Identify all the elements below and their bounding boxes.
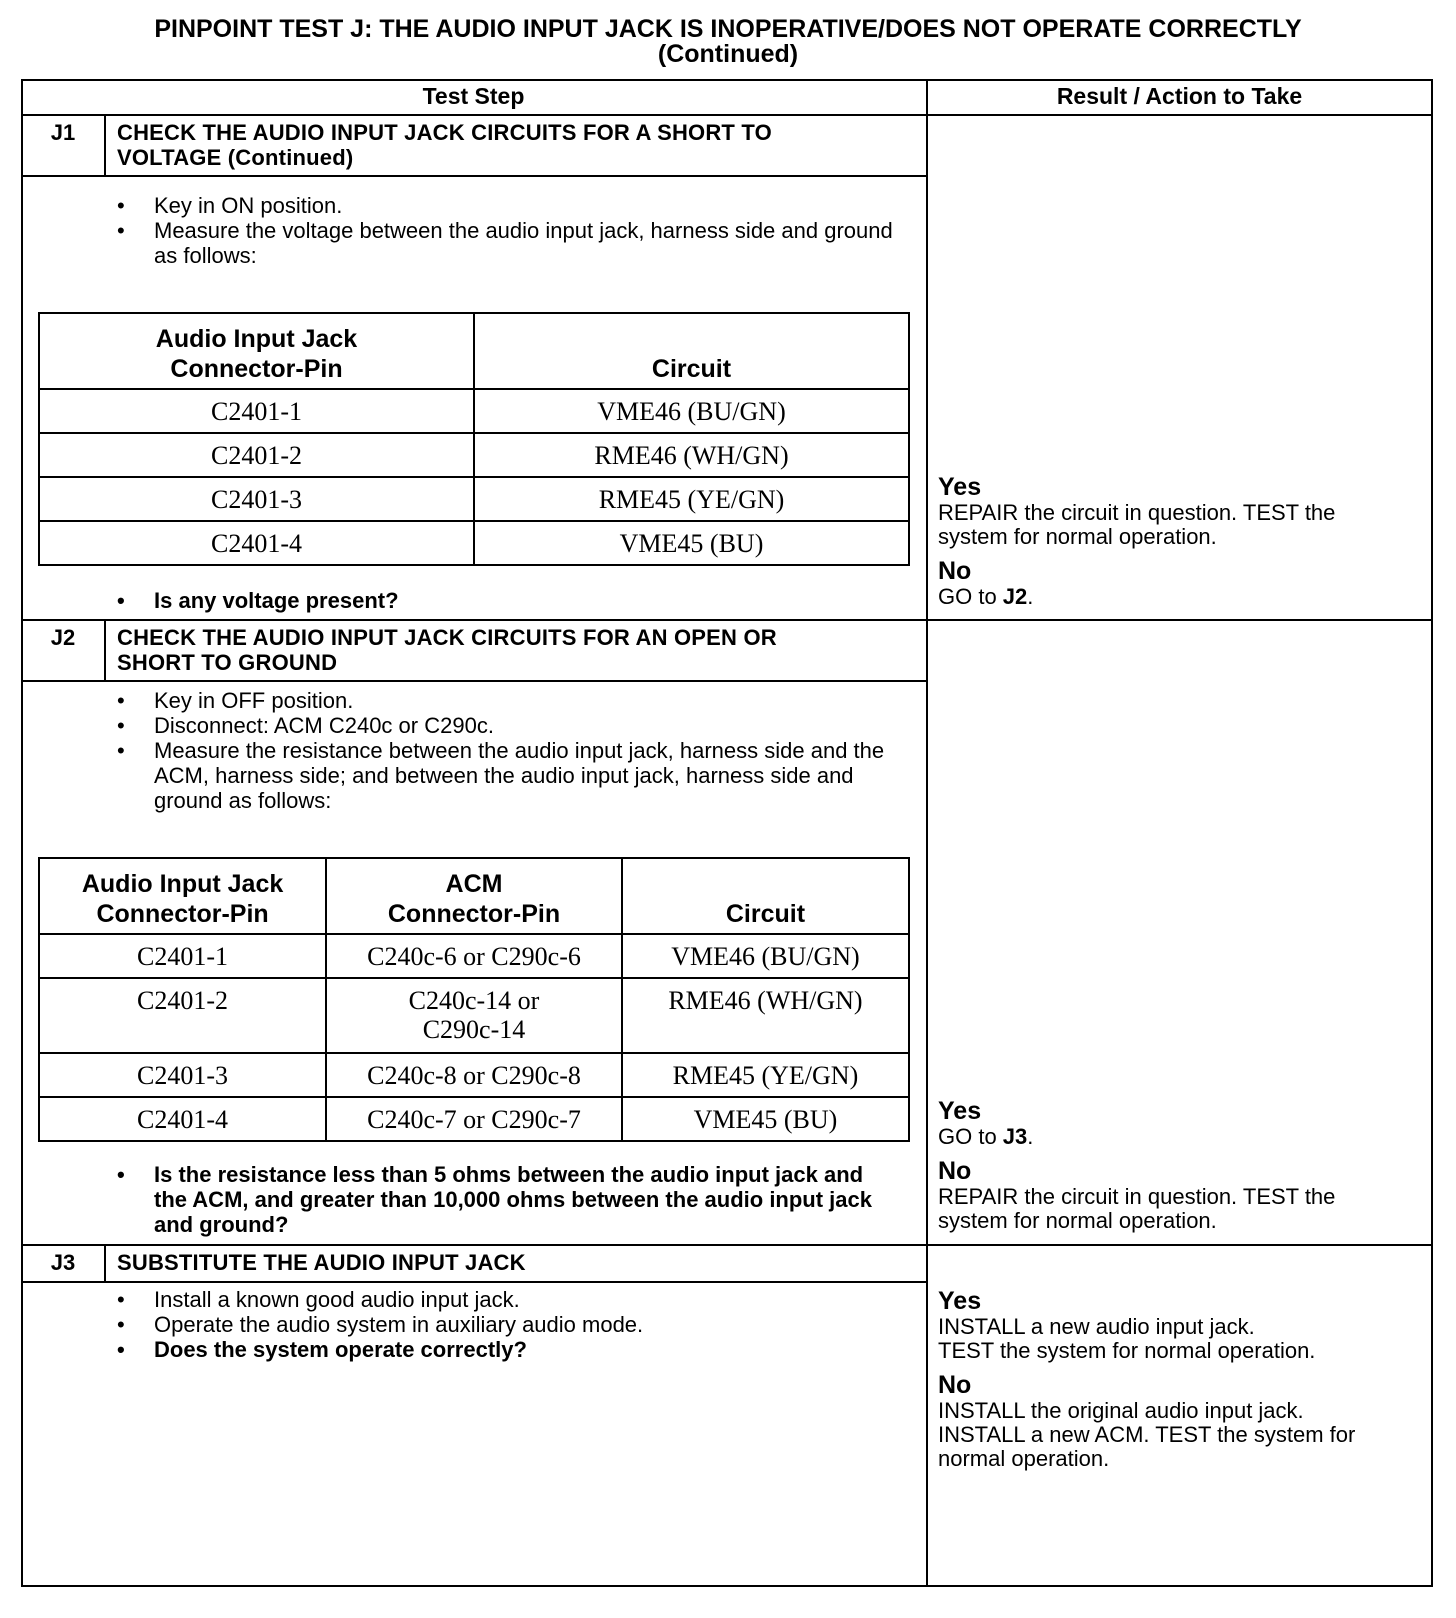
yes-action [938, 1315, 1408, 1363]
j2-title-underline [21, 680, 926, 682]
step-title-j2-line2: SHORT TO GROUND [117, 650, 338, 675]
list-item: • Measure the resistance between the audio input jack, harness side and the ACM, harness side; and between the audio input jack, harness side and ground as follows: [117, 738, 897, 813]
no-label: No [938, 1157, 972, 1185]
j1-question [117, 588, 897, 613]
j1-instructions [117, 193, 897, 268]
table-cell: C2401-1 [39, 934, 326, 978]
yes-action [938, 1125, 1408, 1149]
table-row [39, 1053, 909, 1097]
table-cell: RME45 (YE/GN) [474, 477, 909, 521]
goto-j2-link[interactable]: J2 [1002, 584, 1028, 609]
table-row [39, 477, 909, 521]
header-divider [21, 114, 1433, 116]
table-cell: C240c-7 or C290c-7 [326, 1097, 622, 1141]
column-header-circuit: Circuit [474, 313, 909, 389]
table-cell: C2401-3 [39, 477, 474, 521]
no-action [938, 585, 1408, 609]
step-title-j2 [117, 625, 917, 675]
j2-id-divider [104, 619, 106, 681]
table-cell: C2401-4 [39, 521, 474, 565]
no-action [938, 1399, 1408, 1471]
page-title: PINPOINT TEST J: THE AUDIO INPUT JACK IS INOPERATIVE/DOES NOT OPERATE CORRECTLY [154, 15, 1302, 43]
column-header-acm-line1: ACM [445, 870, 503, 898]
j2-j3-divider [21, 1244, 1433, 1246]
yes-action-text: GO to [938, 1124, 1003, 1149]
no-label: No [938, 1371, 972, 1399]
table-cell: VME46 (BU/GN) [622, 934, 909, 978]
table-cell: C2401-3 [39, 1053, 326, 1097]
no-action-text: GO to [938, 584, 1003, 609]
column-header-pin [39, 313, 474, 389]
step-title-j2-line1: CHECK THE AUDIO INPUT JACK CIRCUITS FOR AN OPEN OR [117, 625, 777, 650]
list-item: • Key in ON position. [117, 193, 897, 218]
list-item: • Disconnect: ACM C240c or C290c. [117, 713, 897, 738]
table-row [39, 521, 909, 565]
table-cell: C240c-6 or C290c-6 [326, 934, 622, 978]
table-cell: C2401-4 [39, 1097, 326, 1141]
question-item: • Does the system operate correctly? [117, 1337, 897, 1362]
column-header-pin-line1: Audio Input Jack [81, 870, 284, 898]
column-header-pin-line2: Connector-Pin [96, 900, 269, 928]
yes-label: Yes [938, 473, 982, 501]
table-cell: C2401-2 [39, 978, 326, 1053]
step-title-j1-line1: CHECK THE AUDIO INPUT JACK CIRCUITS FOR A SHORT TO [117, 120, 772, 145]
step-title-j1-line2: VOLTAGE (Continued) [117, 145, 354, 170]
no-action-line2: INSTALL a new ACM. TEST the system for normal operation. [938, 1422, 1356, 1471]
question-item: • Is the resistance less than 5 ohms between the audio input jack and the ACM, and greater than 10,000 ohms between the audio input jack and ground? [117, 1162, 897, 1237]
no-action-end: . [1027, 584, 1034, 609]
table-row [39, 389, 909, 433]
table-cell: VME46 (BU/GN) [474, 389, 909, 433]
step-title-j3: SUBSTITUTE THE AUDIO INPUT JACK [117, 1250, 526, 1275]
table-cell: C2401-1 [39, 389, 474, 433]
no-action-line1: INSTALL the original audio input jack. [938, 1398, 1304, 1423]
table-row [39, 1097, 909, 1141]
yes-action-line2: TEST the system for normal operation. [938, 1338, 1316, 1363]
j3-title-underline [21, 1281, 926, 1283]
table-cell [326, 978, 622, 1053]
column-header-pin [39, 858, 326, 934]
page-title-continued: (Continued) [657, 40, 799, 68]
step-title-j1 [117, 120, 917, 170]
j2-instructions [117, 688, 897, 813]
list-item: • Operate the audio system in auxiliary audio mode. [117, 1312, 897, 1337]
table-cell: RME46 (WH/GN) [474, 433, 909, 477]
list-item: • Key in OFF position. [117, 688, 897, 713]
step-id-j3: J3 [50, 1250, 76, 1275]
list-item: • Install a known good audio input jack. [117, 1287, 897, 1312]
table-row [39, 978, 909, 1053]
j1-id-divider [104, 114, 106, 176]
yes-label: Yes [938, 1097, 982, 1125]
table-cell: RME46 (WH/GN) [622, 978, 909, 1053]
j2-question [117, 1162, 897, 1237]
table-header-row [39, 858, 909, 934]
j1-result [938, 473, 1408, 609]
table-cell: C2401-2 [39, 433, 474, 477]
yes-action-line1: INSTALL a new audio input jack. [938, 1314, 1255, 1339]
list-item: • Measure the voltage between the audio input jack, harness side and ground as follows: [117, 218, 897, 268]
table-row [39, 433, 909, 477]
table-row [39, 934, 909, 978]
column-header-pin-line2: Connector-Pin [170, 355, 343, 383]
yes-action-end: . [1027, 1124, 1034, 1149]
column-divider [926, 79, 928, 1587]
column-header-circuit: Circuit [622, 858, 909, 934]
yes-label: Yes [938, 1287, 982, 1315]
j3-result [938, 1287, 1408, 1471]
header-test-step: Test Step [422, 83, 525, 109]
j2-result [938, 1097, 1408, 1233]
step-id-j2: J2 [50, 625, 76, 650]
no-action: REPAIR the circuit in question. TEST the system for normal operation. [938, 1184, 1336, 1233]
table-cell: RME45 (YE/GN) [622, 1053, 909, 1097]
header-result: Result / Action to Take [1056, 83, 1303, 109]
no-label: No [938, 557, 972, 585]
goto-j3-link[interactable]: J3 [1002, 1124, 1028, 1149]
j1-j2-divider [21, 619, 1433, 621]
table-cell: C240c-8 or C290c-8 [326, 1053, 622, 1097]
table-header-row [39, 313, 909, 389]
j2-pin-table [38, 857, 910, 1142]
column-header-pin-line1: Audio Input Jack [155, 325, 358, 353]
j1-title-underline [21, 175, 926, 177]
j1-pin-table [38, 312, 910, 566]
table-cell-line1: C240c-14 or [408, 986, 540, 1015]
table-cell: VME45 (BU) [474, 521, 909, 565]
j3-id-divider [104, 1244, 106, 1282]
question-item: • Is any voltage present? [117, 588, 897, 613]
column-header-acm-pin [326, 858, 622, 934]
column-header-acm-line2: Connector-Pin [387, 900, 561, 928]
step-id-j1: J1 [50, 120, 76, 145]
table-cell-line2: C290c-14 [422, 1015, 526, 1044]
table-cell: VME45 (BU) [622, 1097, 909, 1141]
yes-action: REPAIR the circuit in question. TEST the system for normal operation. [938, 500, 1336, 549]
j3-instructions [117, 1287, 897, 1362]
